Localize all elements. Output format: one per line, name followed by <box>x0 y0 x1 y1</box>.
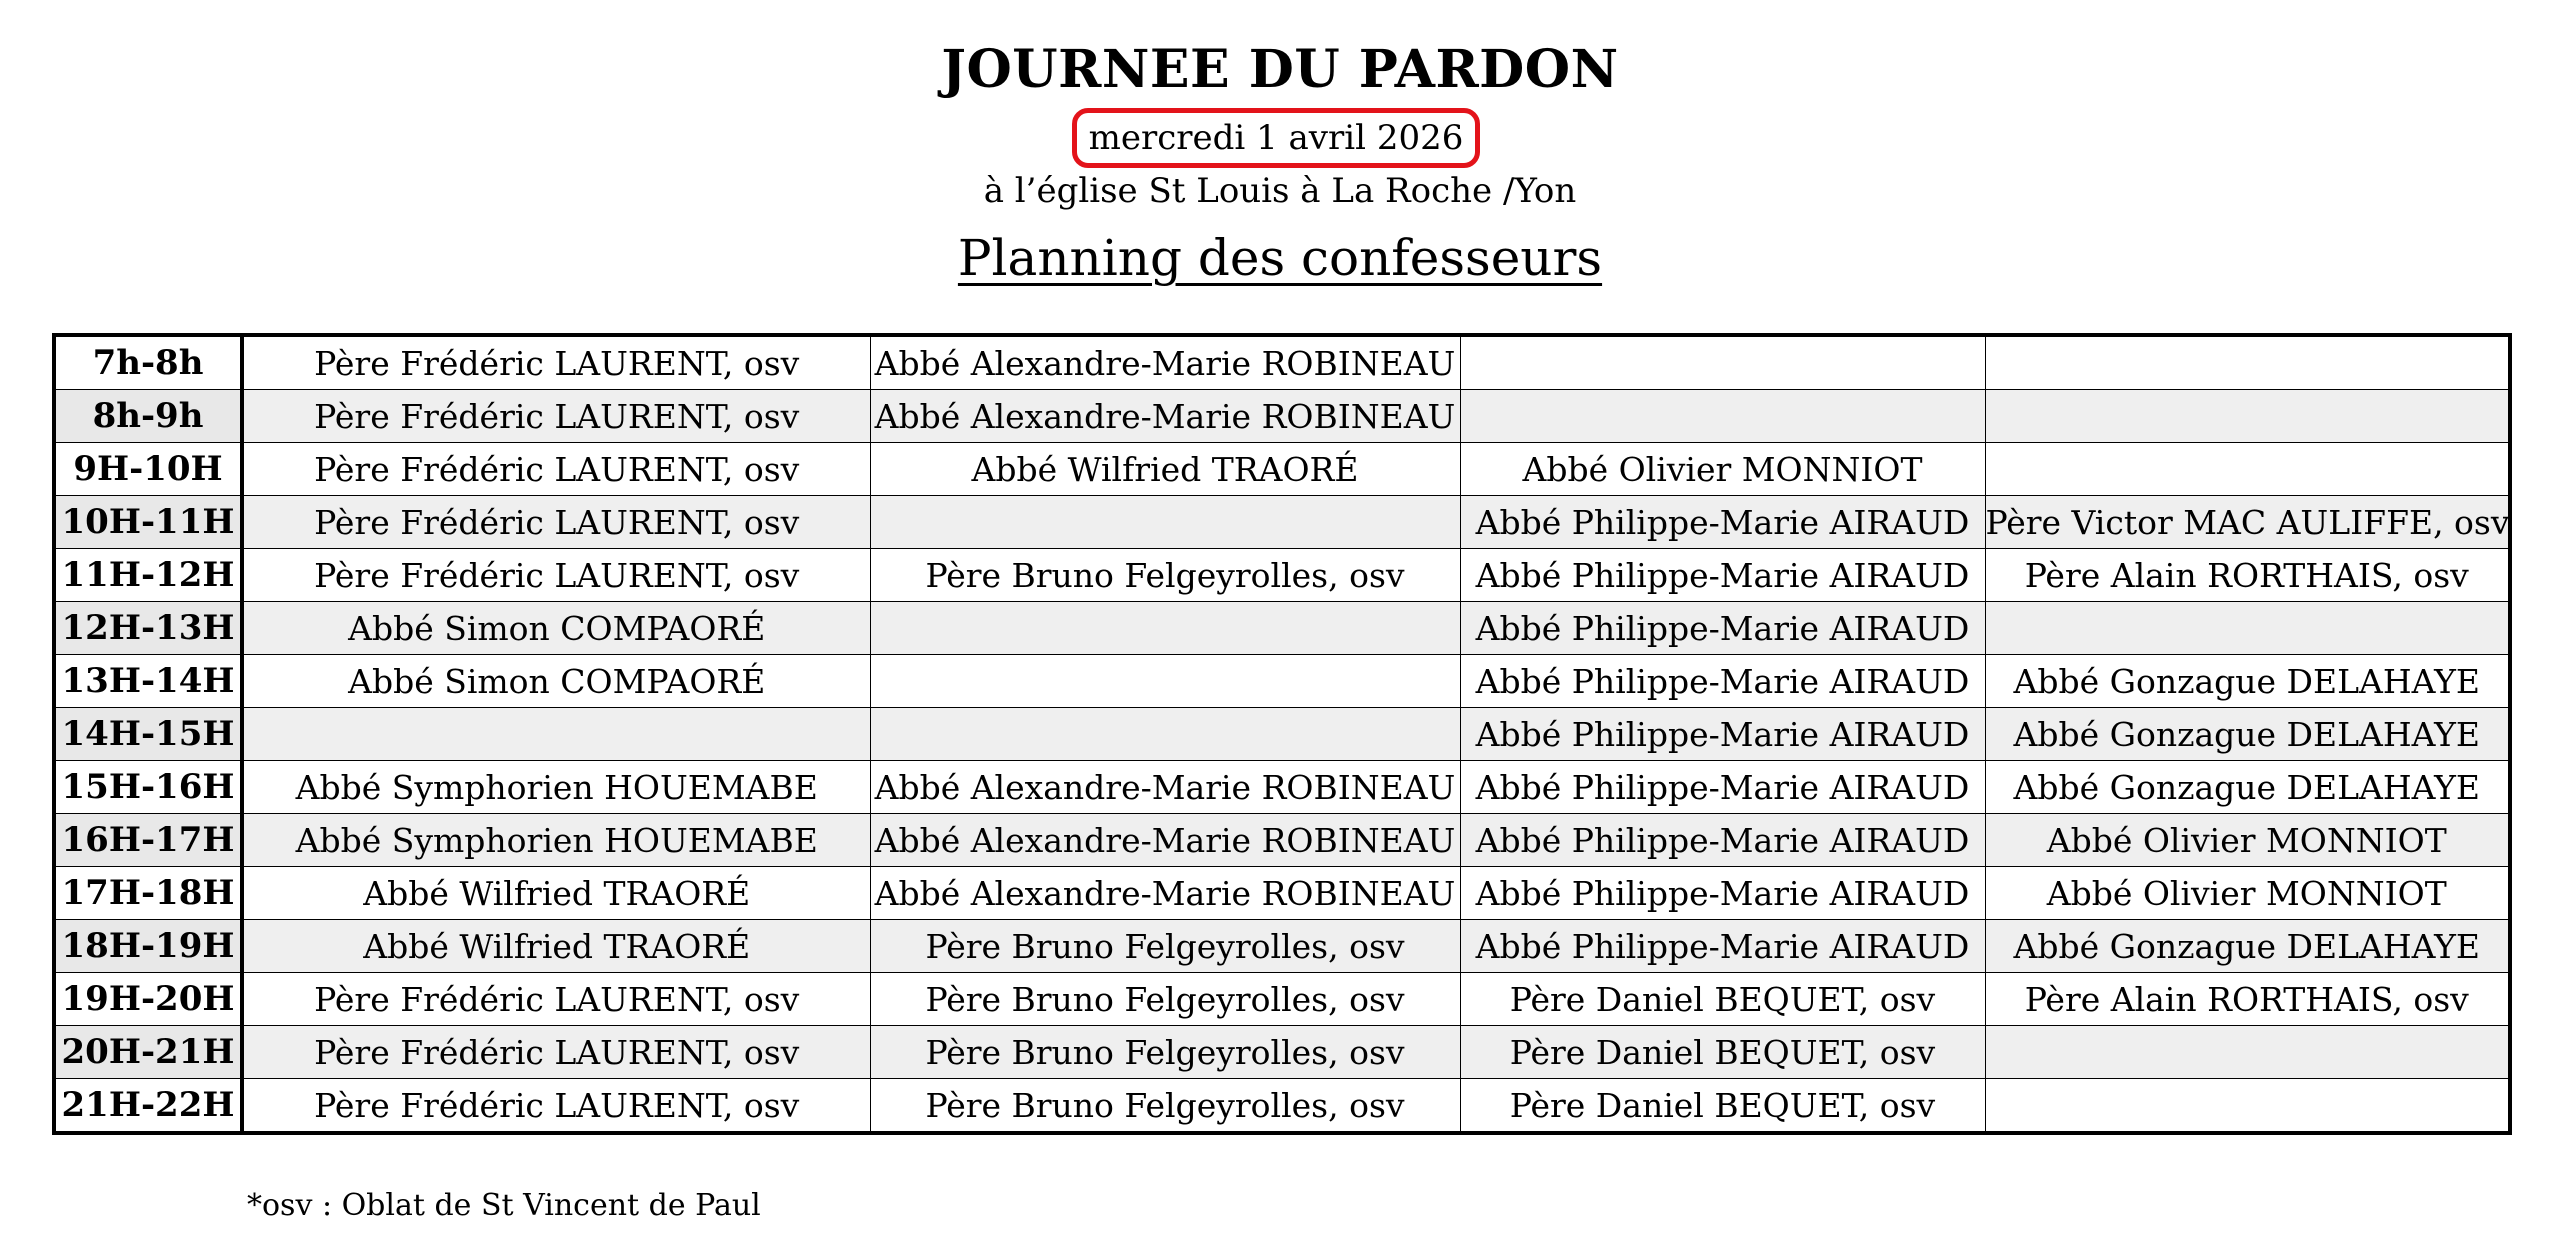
time-slot: 15H-16H <box>54 761 242 814</box>
confessor-cell: Abbé Philippe-Marie AIRAUD <box>1460 602 1985 655</box>
table-row <box>54 390 2510 443</box>
confessor-cell: Abbé Philippe-Marie AIRAUD <box>1460 496 1985 549</box>
confessor-cell: Abbé Alexandre-Marie ROBINEAU <box>870 814 1460 867</box>
confessor-cell: Père Alain RORTHAIS, osv <box>1985 549 2510 602</box>
table-row <box>54 1026 2510 1079</box>
confessor-cell: Abbé Gonzague DELAHAYE <box>1985 920 2510 973</box>
planning-subtitle <box>0 224 2560 292</box>
confessor-cell <box>1985 390 2510 443</box>
confessor-cell: Père Frédéric LAURENT, osv <box>242 1026 870 1079</box>
confessor-cell: Abbé Symphorien HOUEMABE <box>242 761 870 814</box>
table-row <box>54 443 2510 496</box>
table-row <box>54 549 2510 602</box>
table-row <box>54 920 2510 973</box>
confessor-cell <box>242 708 870 761</box>
confessor-cell: Abbé Olivier MONNIOT <box>1985 814 2510 867</box>
confessor-cell: Père Frédéric LAURENT, osv <box>242 443 870 496</box>
confessor-cell <box>1985 602 2510 655</box>
confessor-cell: Père Frédéric LAURENT, osv <box>242 496 870 549</box>
confessor-cell: Abbé Alexandre-Marie ROBINEAU <box>870 335 1460 390</box>
time-slot: 21H-22H <box>54 1079 242 1134</box>
confessor-cell: Abbé Philippe-Marie AIRAUD <box>1460 761 1985 814</box>
time-slot: 16H-17H <box>54 814 242 867</box>
confessor-cell: Père Daniel BEQUET, osv <box>1460 1026 1985 1079</box>
confessor-cell: Père Daniel BEQUET, osv <box>1460 973 1985 1026</box>
table-row <box>54 335 2510 390</box>
confessor-cell: Père Frédéric LAURENT, osv <box>242 390 870 443</box>
confessor-cell: Père Frédéric LAURENT, osv <box>242 973 870 1026</box>
confessor-cell: Père Bruno Felgeyrolles, osv <box>870 1026 1460 1079</box>
time-slot: 10H-11H <box>54 496 242 549</box>
schedule-body <box>54 335 2510 1133</box>
confessor-cell: Abbé Olivier MONNIOT <box>1985 867 2510 920</box>
confessor-cell: Père Bruno Felgeyrolles, osv <box>870 973 1460 1026</box>
time-slot: 19H-20H <box>54 973 242 1026</box>
time-slot: 11H-12H <box>54 549 242 602</box>
confessor-cell: Abbé Wilfried TRAORÉ <box>242 920 870 973</box>
confessor-cell <box>1460 390 1985 443</box>
table-row <box>54 761 2510 814</box>
confessor-cell: Abbé Philippe-Marie AIRAUD <box>1460 655 1985 708</box>
table-row <box>54 867 2510 920</box>
confessor-cell: Abbé Alexandre-Marie ROBINEAU <box>870 761 1460 814</box>
time-slot: 20H-21H <box>54 1026 242 1079</box>
footnote: *osv : Oblat de St Vincent de Paul <box>247 1188 761 1223</box>
confessor-cell: Abbé Gonzague DELAHAYE <box>1985 655 2510 708</box>
time-slot: 8h-9h <box>54 390 242 443</box>
table-row <box>54 973 2510 1026</box>
confessor-cell: Père Frédéric LAURENT, osv <box>242 1079 870 1134</box>
confessor-cell: Abbé Gonzague DELAHAYE <box>1985 761 2510 814</box>
time-slot: 13H-14H <box>54 655 242 708</box>
confessor-cell: Père Frédéric LAURENT, osv <box>242 549 870 602</box>
date-highlight-box: mercredi 1 avril 2026 <box>1072 108 1480 168</box>
confessor-cell: Père Daniel BEQUET, osv <box>1460 1079 1985 1134</box>
confessor-cell: Père Victor MAC AULIFFE, osv <box>1985 496 2510 549</box>
confessor-cell <box>1460 335 1985 390</box>
confessor-cell <box>1985 443 2510 496</box>
confessor-cell <box>1985 1026 2510 1079</box>
confessor-cell: Abbé Philippe-Marie AIRAUD <box>1460 867 1985 920</box>
time-slot: 18H-19H <box>54 920 242 973</box>
table-row <box>54 1079 2510 1134</box>
time-slot: 9H-10H <box>54 443 242 496</box>
table-row <box>54 708 2510 761</box>
time-slot: 12H-13H <box>54 602 242 655</box>
confessor-cell: Père Bruno Felgeyrolles, osv <box>870 1079 1460 1134</box>
confessor-cell: Abbé Gonzague DELAHAYE <box>1985 708 2510 761</box>
confessor-cell: Abbé Philippe-Marie AIRAUD <box>1460 920 1985 973</box>
confessor-cell <box>870 655 1460 708</box>
time-slot: 14H-15H <box>54 708 242 761</box>
confessor-cell: Abbé Olivier MONNIOT <box>1460 443 1985 496</box>
confessor-cell: Abbé Alexandre-Marie ROBINEAU <box>870 390 1460 443</box>
time-slot: 17H-18H <box>54 867 242 920</box>
confessor-cell <box>870 602 1460 655</box>
confessor-cell: Abbé Simon COMPAORÉ <box>242 602 870 655</box>
confessor-cell: Père Bruno Felgeyrolles, osv <box>870 920 1460 973</box>
page-title: JOURNEE DU PARDON <box>941 39 1619 100</box>
confessor-cell: Abbé Philippe-Marie AIRAUD <box>1460 549 1985 602</box>
confessor-schedule-table <box>52 333 2512 1135</box>
confessor-cell: Abbé Philippe-Marie AIRAUD <box>1460 814 1985 867</box>
confessor-cell <box>1985 335 2510 390</box>
confessor-cell <box>870 708 1460 761</box>
table-row <box>54 602 2510 655</box>
confessor-cell: Père Alain RORTHAIS, osv <box>1985 973 2510 1026</box>
time-slot: 7h-8h <box>54 335 242 390</box>
subtitle-text: Planning des confesseurs <box>957 229 1603 287</box>
confessor-cell: Abbé Symphorien HOUEMABE <box>242 814 870 867</box>
confessor-cell: Abbé Wilfried TRAORÉ <box>870 443 1460 496</box>
table-row <box>54 814 2510 867</box>
table-row <box>54 655 2510 708</box>
confessor-cell: Abbé Philippe-Marie AIRAUD <box>1460 708 1985 761</box>
table-row <box>54 496 2510 549</box>
event-location: à l’église St Louis à La Roche /Yon <box>983 171 1577 211</box>
confessor-cell: Père Bruno Felgeyrolles, osv <box>870 549 1460 602</box>
confessor-cell: Abbé Wilfried TRAORÉ <box>242 867 870 920</box>
confessor-cell <box>1985 1079 2510 1134</box>
confessor-cell <box>870 496 1460 549</box>
confessor-cell: Père Frédéric LAURENT, osv <box>242 335 870 390</box>
confessor-cell: Abbé Simon COMPAORÉ <box>242 655 870 708</box>
confessor-cell: Abbé Alexandre-Marie ROBINEAU <box>870 867 1460 920</box>
